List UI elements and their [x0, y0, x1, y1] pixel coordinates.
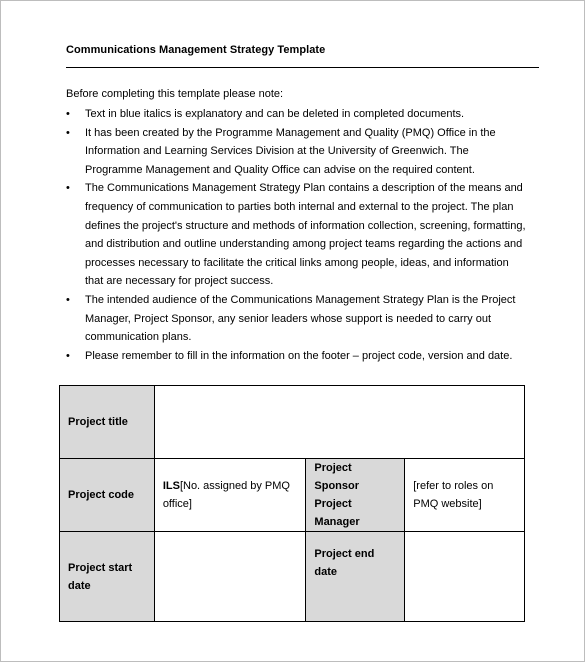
note-item: • Please remember to fill in the information on the footer – project code, version and date.: [66, 347, 526, 366]
sponsor-label: Project Sponsor: [314, 462, 360, 492]
project-code-label: Project code: [60, 459, 155, 532]
project-code-prefix: ILS: [162, 480, 180, 492]
bullet-icon: •: [66, 349, 70, 362]
sponsor-field[interactable]: [refer to roles on PMQ website]: [405, 459, 525, 532]
note-item: • Text in blue italics is explanatory and can be deleted in completed documents.: [66, 105, 526, 124]
table-row: [60, 459, 525, 532]
note-item: • The intended audience of the Communications Management Strategy Plan is the Project Manager, Project Sponsor, any senior leaders whose support is needed to carry out communication plans.: [66, 291, 526, 347]
bullet-icon: •: [66, 126, 70, 139]
end-date-field[interactable]: [405, 532, 525, 622]
table-row: [60, 386, 525, 459]
manager-label: Project Manager: [314, 498, 360, 528]
table-row: [60, 532, 525, 622]
start-date-field[interactable]: [154, 532, 306, 622]
intro-text: Before completing this template please note:: [66, 88, 284, 100]
project-info-table: [59, 385, 525, 622]
project-title-label: Project title: [60, 386, 155, 459]
notes-list: [66, 105, 526, 365]
project-title-field[interactable]: [154, 386, 524, 459]
note-item: • It has been created by the Programme Management and Quality (PMQ) Office in the Information and Learning Services Division at the University of Greenwich. The Programme Management and Quality Office can advise on the required content.: [66, 124, 526, 180]
document-title: Communications Management Strategy Template: [66, 44, 326, 56]
project-code-field[interactable]: [154, 459, 306, 532]
end-date-label: Project end date: [306, 532, 405, 622]
note-item: • The Communications Management Strategy Plan contains a description of the means and frequency of communication to parties both internal and external to the project. The plan defines the project's structure and methods of information collection, screening, formatting, and distribution and outline understanding among project teams regarding the actions and processes necessary to facilitate the critical links among people, ideas, and information that are necessary for project success.: [66, 179, 526, 291]
project-code-value: [No. assigned by PMQ office]: [162, 480, 290, 510]
start-date-label: Project start date: [60, 532, 155, 622]
bullet-icon: •: [66, 108, 70, 120]
bullet-icon: •: [66, 293, 70, 306]
sponsor-manager-label: [306, 459, 405, 532]
bullet-icon: •: [66, 182, 70, 195]
title-divider: [66, 67, 539, 68]
